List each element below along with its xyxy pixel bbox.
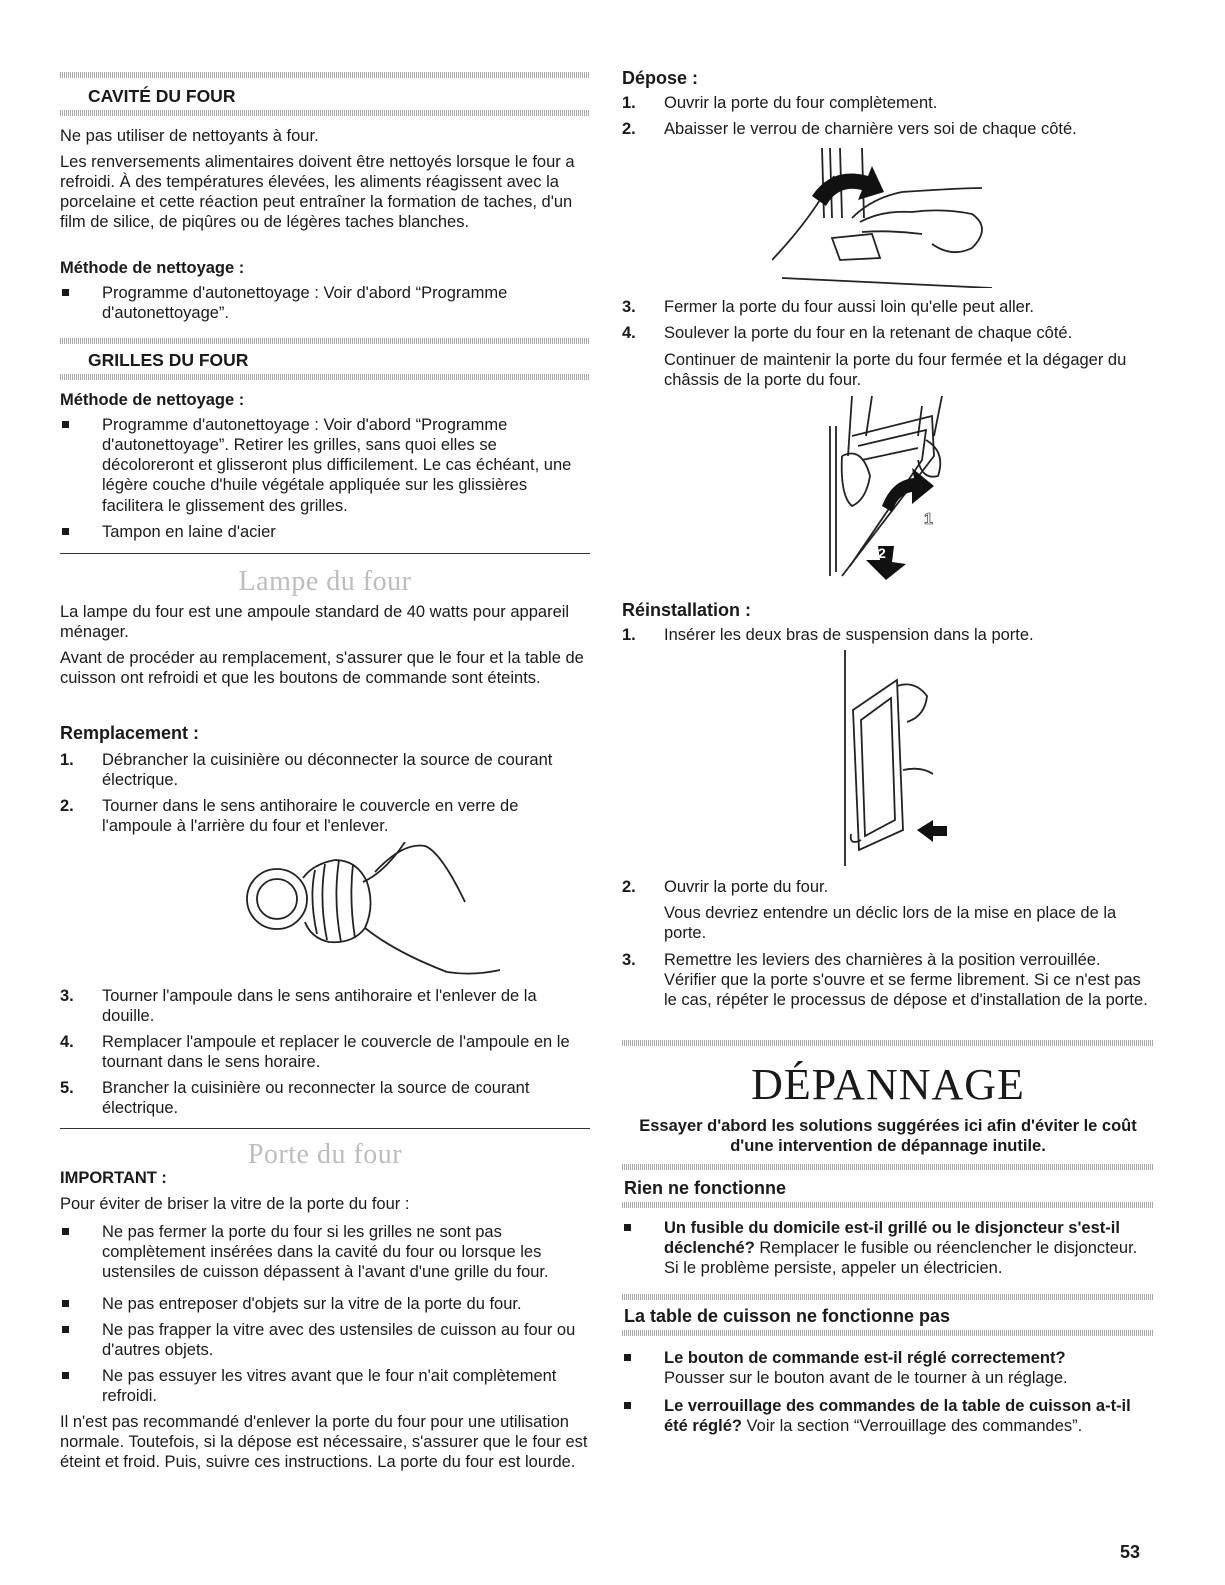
step-number: 1. [622, 626, 636, 644]
step-text: Ouvrir la porte du four complètement. [664, 94, 938, 112]
step-text: Débrancher la cuisinière ou déconnecter la source de courant électrique. [102, 751, 553, 790]
trouble-bullet [622, 1396, 1154, 1436]
depannage-intro: Essayer d'abord les solutions suggérées ici afin d'éviter le coût d'une intervention de dépannage inutile. [639, 1117, 1137, 1156]
step-number: 3. [60, 987, 74, 1005]
arrow-label-1: 1 [924, 511, 933, 528]
depose-continue-note: Continuer de maintenir la porte du four fermée et la dégager du châssis de la porte du four. [664, 351, 1127, 390]
depose-label: Dépose : [622, 68, 699, 88]
lampe-paragraph-1: La lampe du four est une ampoule standard de 40 watts pour appareil ménager. [60, 603, 570, 642]
lampe-step [60, 986, 590, 1026]
header-band-bottom [622, 1330, 1154, 1336]
depose-step [622, 93, 1154, 113]
porte-bullet: Ne pas essuyer les vitres avant que le four n'ait complètement refroidi. [60, 1366, 590, 1406]
trouble-question: Le bouton de commande est-il réglé correctement? [664, 1349, 1066, 1367]
depose-step [622, 119, 1154, 139]
trouble-title-rien: Rien ne fonctionne [624, 1178, 786, 1198]
lampe-step [60, 1078, 590, 1118]
step-text: Brancher la cuisinière ou reconnecter la source de courant électrique. [102, 1079, 530, 1118]
trouble-answer: Pousser sur le bouton avant de le tourner à un réglage. [664, 1369, 1068, 1388]
step-number: 1. [622, 94, 636, 112]
step-number: 2. [60, 797, 74, 815]
step-text: Remettre les leviers des charnières à la position verrouillée. Vérifier que la porte s'ouvre et se ferme librement. Si ce n'est pas le cas, répéter le processus de dépose et d'installation de la porte. [664, 951, 1148, 1010]
depannage-title: DÉPANNAGE [751, 1060, 1025, 1109]
cavite-paragraph-2: Les renversements alimentaires doivent être nettoyés lorsque le four a refroidi. À des températures élevées, les aliments réagissent avec la porcelaine et cette réaction peut entraîner la formation de taches, d'un film de silice, de piqûres ou de légères taches blanches. [60, 153, 575, 232]
reinstallation-step [622, 625, 1154, 645]
trouble-bullet [622, 1348, 1154, 1388]
step-text: Remplacer l'ampoule et replacer le couvercle de l'ampoule en le tournant dans le sens horaire. [102, 1033, 570, 1072]
step-text: Ouvrir la porte du four. [664, 878, 829, 896]
section-title-porte: Porte du four [247, 1139, 403, 1170]
reinstallation-step [622, 877, 1154, 897]
header-band-bottom [60, 110, 590, 116]
section-rule [60, 1128, 590, 1129]
section-title-lampe: Lampe du four [238, 566, 412, 597]
section-rule [60, 553, 590, 554]
step-number: 2. [622, 878, 636, 896]
section-title-cavite: CAVITÉ DU FOUR [88, 86, 236, 106]
porte-intro: Pour éviter de briser la vitre de la porte du four : [60, 1195, 410, 1213]
door-lift-illustration [822, 396, 952, 582]
porte-bullet: Ne pas entreposer d'objets sur la vitre de la porte du four. [60, 1294, 590, 1314]
step-number: 3. [622, 951, 636, 969]
hinge-lock-illustration [772, 148, 1012, 288]
grilles-bullet-1: Programme d'autonettoyage : Voir d'abord “Programme d'autonettoyage”. Retirer les grilles, sans quoi elles se décoloreront et glisseront plus difficilement. Le cas échéant, une légère couche d'huile végétale appliquée sur les glissières facilitera le glissement des grilles. [60, 415, 590, 516]
porte-bullet: Ne pas frapper la vitre avec des ustensiles de cuisson au four ou d'autres objets. [60, 1320, 590, 1360]
page-number: 53 [1119, 1542, 1140, 1562]
depose-step [622, 323, 1154, 343]
lampe-step [60, 750, 590, 790]
bulb-cover-illustration [225, 842, 505, 977]
step-number: 3. [622, 298, 636, 316]
lampe-step [60, 796, 590, 836]
step-text: Insérer les deux bras de suspension dans la porte. [664, 626, 1034, 644]
lampe-step [60, 1032, 590, 1072]
porte-bullet: Ne pas fermer la porte du four si les grilles ne sont pas complètement insérées dans la cavité du four ou lorsque les ustensiles de cuisson dépassent à l'avant d'une grille du four. [60, 1222, 590, 1282]
grilles-method-label: Méthode de nettoyage : [60, 391, 245, 409]
step-number: 4. [622, 324, 636, 342]
header-band-top [622, 1164, 1154, 1170]
header-band-top [60, 72, 590, 78]
grilles-bullet-2: Tampon en laine d'acier [60, 522, 590, 542]
header-band-top [60, 338, 590, 344]
step-text: Tourner dans le sens antihoraire le couvercle en verre de l'ampoule à l'arrière du four et l'enlever. [102, 797, 519, 836]
reinstallation-label: Réinstallation : [622, 600, 752, 620]
step-text: Tourner l'ampoule dans le sens antihoraire et l'enlever de la douille. [102, 987, 537, 1026]
important-label: IMPORTANT : [60, 1169, 167, 1187]
door-reinstall-illustration [837, 650, 947, 870]
section-title-grilles: GRILLES DU FOUR [88, 350, 249, 370]
cavite-bullet: Programme d'autonettoyage : Voir d'abord “Programme d'autonettoyage”. [60, 283, 590, 323]
trouble-question: Le verrouillage des commandes de la table de cuisson a-t-il été réglé? [664, 1397, 1131, 1436]
reinstallation-note: Vous devriez entendre un déclic lors de la mise en place de la porte. [664, 904, 1117, 943]
trouble-answer: Voir la section “Verrouillage des commandes”. [746, 1417, 1083, 1436]
cavite-method-label: Méthode de nettoyage : [60, 259, 245, 277]
step-text: Soulever la porte du four en la retenant de chaque côté. [664, 324, 1073, 342]
header-band-top [622, 1294, 1154, 1300]
step-text: Abaisser le verrou de charnière vers soi de chaque côté. [664, 120, 1077, 138]
trouble-title-table: La table de cuisson ne fonctionne pas [624, 1306, 951, 1326]
step-number: 4. [60, 1033, 74, 1051]
trouble-bullet [622, 1218, 1154, 1278]
reinstallation-step [622, 950, 1154, 1010]
remplacement-label: Remplacement : [60, 723, 200, 743]
step-number: 1. [60, 751, 74, 769]
depose-step [622, 297, 1154, 317]
arrow-label-2: 2 [878, 545, 886, 561]
header-band-bottom [622, 1202, 1154, 1208]
trouble-question: Un fusible du domicile est-il grillé ou le disjoncteur s'est-il déclenché? [664, 1219, 1120, 1258]
porte-final-paragraph: Il n'est pas recommandé d'enlever la porte du four pour une utilisation normale. Toutefois, si la dépose est nécessaire, s'assurer que le four est éteint et froid. Puis, suivre ces instructions. La porte du four est lourde. [60, 1413, 588, 1472]
step-text: Fermer la porte du four aussi loin qu'elle peut aller. [664, 298, 1035, 316]
step-number: 5. [60, 1079, 74, 1097]
lampe-paragraph-2: Avant de procéder au remplacement, s'assurer que le four et la table de cuisson ont refroidi et que les boutons de commande sont éteints. [60, 649, 584, 688]
step-number: 2. [622, 120, 636, 138]
cavite-paragraph-1: Ne pas utiliser de nettoyants à four. [60, 127, 319, 145]
header-band-bottom [60, 374, 590, 380]
section-band [622, 1040, 1154, 1046]
trouble-answer: Remplacer le fusible ou réenclencher le disjoncteur. Si le problème persiste, appeler un électricien. [664, 1239, 1138, 1278]
